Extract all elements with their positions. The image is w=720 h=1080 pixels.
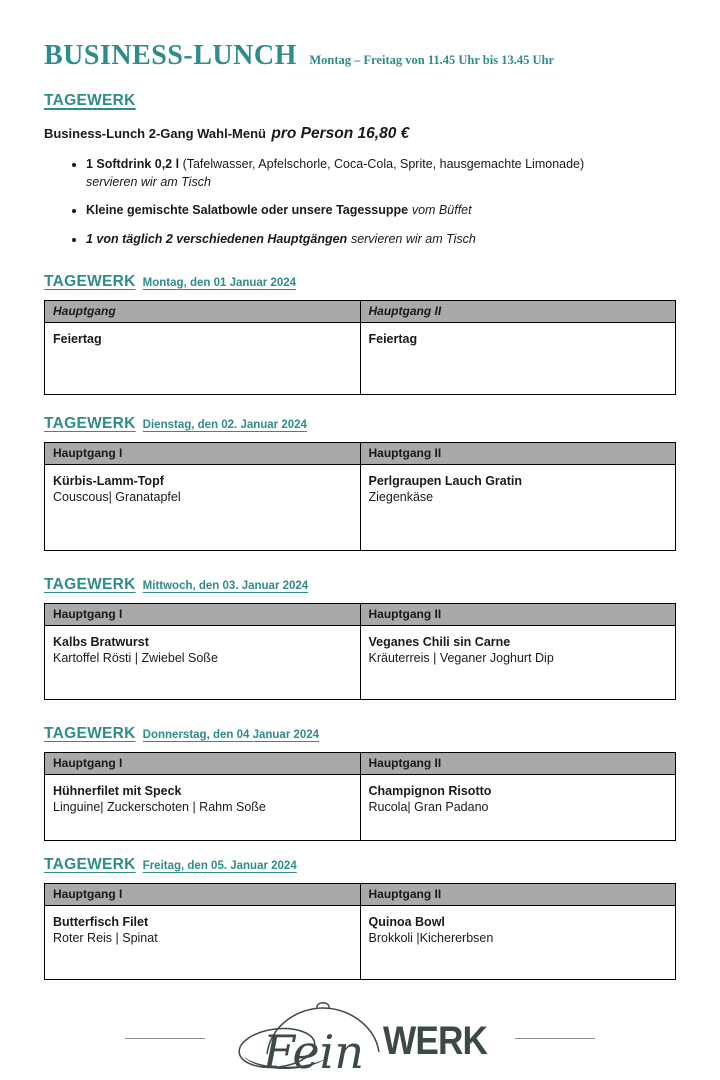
dish-sides: Rucola| Gran Padano (368, 800, 489, 814)
menu-cell (45, 626, 361, 700)
dish-sides: Brokkoli |Kichererbsen (368, 931, 494, 945)
dish-name: Quinoa Bowl (368, 915, 445, 929)
dish-name: Feiertag (53, 332, 102, 346)
svg-text:Fein: Fein (262, 1025, 364, 1079)
menu-price: pro Person 16,80 € (271, 125, 410, 142)
menu-cell (45, 775, 361, 841)
menu-cell (45, 465, 361, 551)
day-heading-label: TAGEWERK (44, 856, 136, 873)
menu-cell (45, 906, 361, 980)
feinwerk-logo (219, 996, 501, 1080)
menu-table-montag (44, 300, 676, 395)
day-heading-date: Freitag, den 05. Januar 2024 (142, 860, 297, 872)
menu-cell (45, 323, 361, 395)
bullet-salad-bold: Kleine gemischte Salatbowle oder unsere Tagessuppe (86, 203, 409, 217)
menu-cell (360, 465, 676, 551)
column-header-hauptgang-1: Hauptgang I (45, 443, 361, 465)
menu-cell (360, 626, 676, 700)
day-section-dienstag (44, 415, 676, 551)
column-header-hauptgang-2: Hauptgang II (360, 753, 676, 775)
day-heading-date: Dienstag, den 02. Januar 2024 (142, 419, 307, 431)
logo-wordmark: WERK (382, 1019, 487, 1063)
dish-name: Perlgraupen Lauch Gratin (368, 474, 523, 488)
dish-sides: Couscous| Granatapfel (53, 490, 181, 504)
menu-cell (360, 323, 676, 395)
day-heading-label: TAGEWERK (44, 273, 136, 290)
column-header-hauptgang-1: Hauptgang I (45, 884, 361, 906)
page-title: BUSINESS-LUNCH (44, 40, 297, 71)
tagewerk-heading: TAGEWERK (44, 92, 136, 109)
dish-sides: Linguine| Zuckerschoten | Rahm Soße (53, 800, 266, 814)
menu-table-freitag (44, 883, 676, 980)
day-heading-label: TAGEWERK (44, 576, 136, 593)
menu-offer-label: Business-Lunch 2-Gang Wahl-Menü (44, 126, 266, 141)
dish-name: Hühnerfilet mit Speck (53, 784, 182, 798)
menu-includes-list (44, 156, 676, 248)
dish-sides: Ziegenkäse (368, 490, 434, 504)
dish-sides: Kräuterreis | Veganer Joghurt Dip (368, 651, 554, 665)
day-section-montag (44, 273, 676, 395)
day-heading-label: TAGEWERK (44, 725, 136, 742)
day-section-donnerstag (44, 725, 676, 841)
dish-sides: Roter Reis | Spinat (53, 931, 158, 945)
page-subtitle: Montag – Freitag von 11.45 Uhr bis 13.45 Uhr (309, 53, 554, 67)
column-header-hauptgang-2: Hauptgang II (360, 604, 676, 626)
menu-table-donnerstag (44, 752, 676, 841)
dish-name: Kalbs Bratwurst (53, 635, 149, 649)
menu-table-mittwoch (44, 603, 676, 700)
bullet-softdrink-note: servieren wir am Tisch (86, 174, 211, 189)
bullet-softdrink-bold: 1 Softdrink 0,2 l (86, 157, 180, 171)
bullet-softdrink (86, 156, 676, 191)
dish-name: Champignon Risotto (368, 784, 492, 798)
bullet-softdrink-rest: (Tafelwasser, Apfelschorle, Coca-Cola, Sprite, hausgemachte Limonade) (179, 157, 585, 171)
day-heading-date: Montag, den 01 Januar 2024 (142, 277, 297, 289)
logo-rule-left (125, 1038, 205, 1039)
bullet-maincourse (86, 231, 676, 249)
bullet-maincourse-bold: 1 von täglich 2 verschiedenen Hauptgängen (86, 231, 348, 246)
logo-rule-right (515, 1038, 595, 1039)
menu-offer-line (44, 125, 676, 143)
menu-cell (360, 906, 676, 980)
column-header-hauptgang-2: Hauptgang II (360, 884, 676, 906)
dish-sides: Kartoffel Rösti | Zwiebel Soße (53, 651, 218, 665)
day-heading-montag (44, 273, 676, 291)
dish-name: Veganes Chili sin Carne (368, 635, 511, 649)
dish-name: Butterfisch Filet (53, 915, 149, 929)
column-header-hauptgang-1: Hauptgang I (45, 604, 361, 626)
column-header-hauptgang-1: Hauptgang (45, 301, 361, 323)
day-heading-mittwoch (44, 576, 676, 594)
day-section-mittwoch (44, 576, 676, 700)
day-heading-date: Mittwoch, den 03. Januar 2024 (142, 580, 309, 592)
day-heading-date: Donnerstag, den 04 Januar 2024 (142, 729, 320, 741)
day-heading-dienstag (44, 415, 676, 433)
column-header-hauptgang-2: Hauptgang II (360, 301, 676, 323)
dish-name: Feiertag (368, 332, 418, 346)
footer-logo-area (44, 996, 676, 1080)
column-header-hauptgang-2: Hauptgang II (360, 443, 676, 465)
day-heading-freitag (44, 856, 676, 874)
bullet-maincourse-italic: servieren wir am Tisch (350, 231, 476, 246)
bullet-salad-italic: vom Büffet (411, 203, 472, 217)
column-header-hauptgang-1: Hauptgang I (45, 753, 361, 775)
dish-name: Kürbis-Lamm-Topf (53, 474, 164, 488)
day-section-freitag (44, 856, 676, 980)
day-heading-donnerstag (44, 725, 676, 743)
menu-table-dienstag (44, 442, 676, 551)
day-heading-label: TAGEWERK (44, 415, 136, 432)
menu-cell (360, 775, 676, 841)
bullet-salad (86, 202, 676, 220)
title-line (44, 40, 676, 72)
